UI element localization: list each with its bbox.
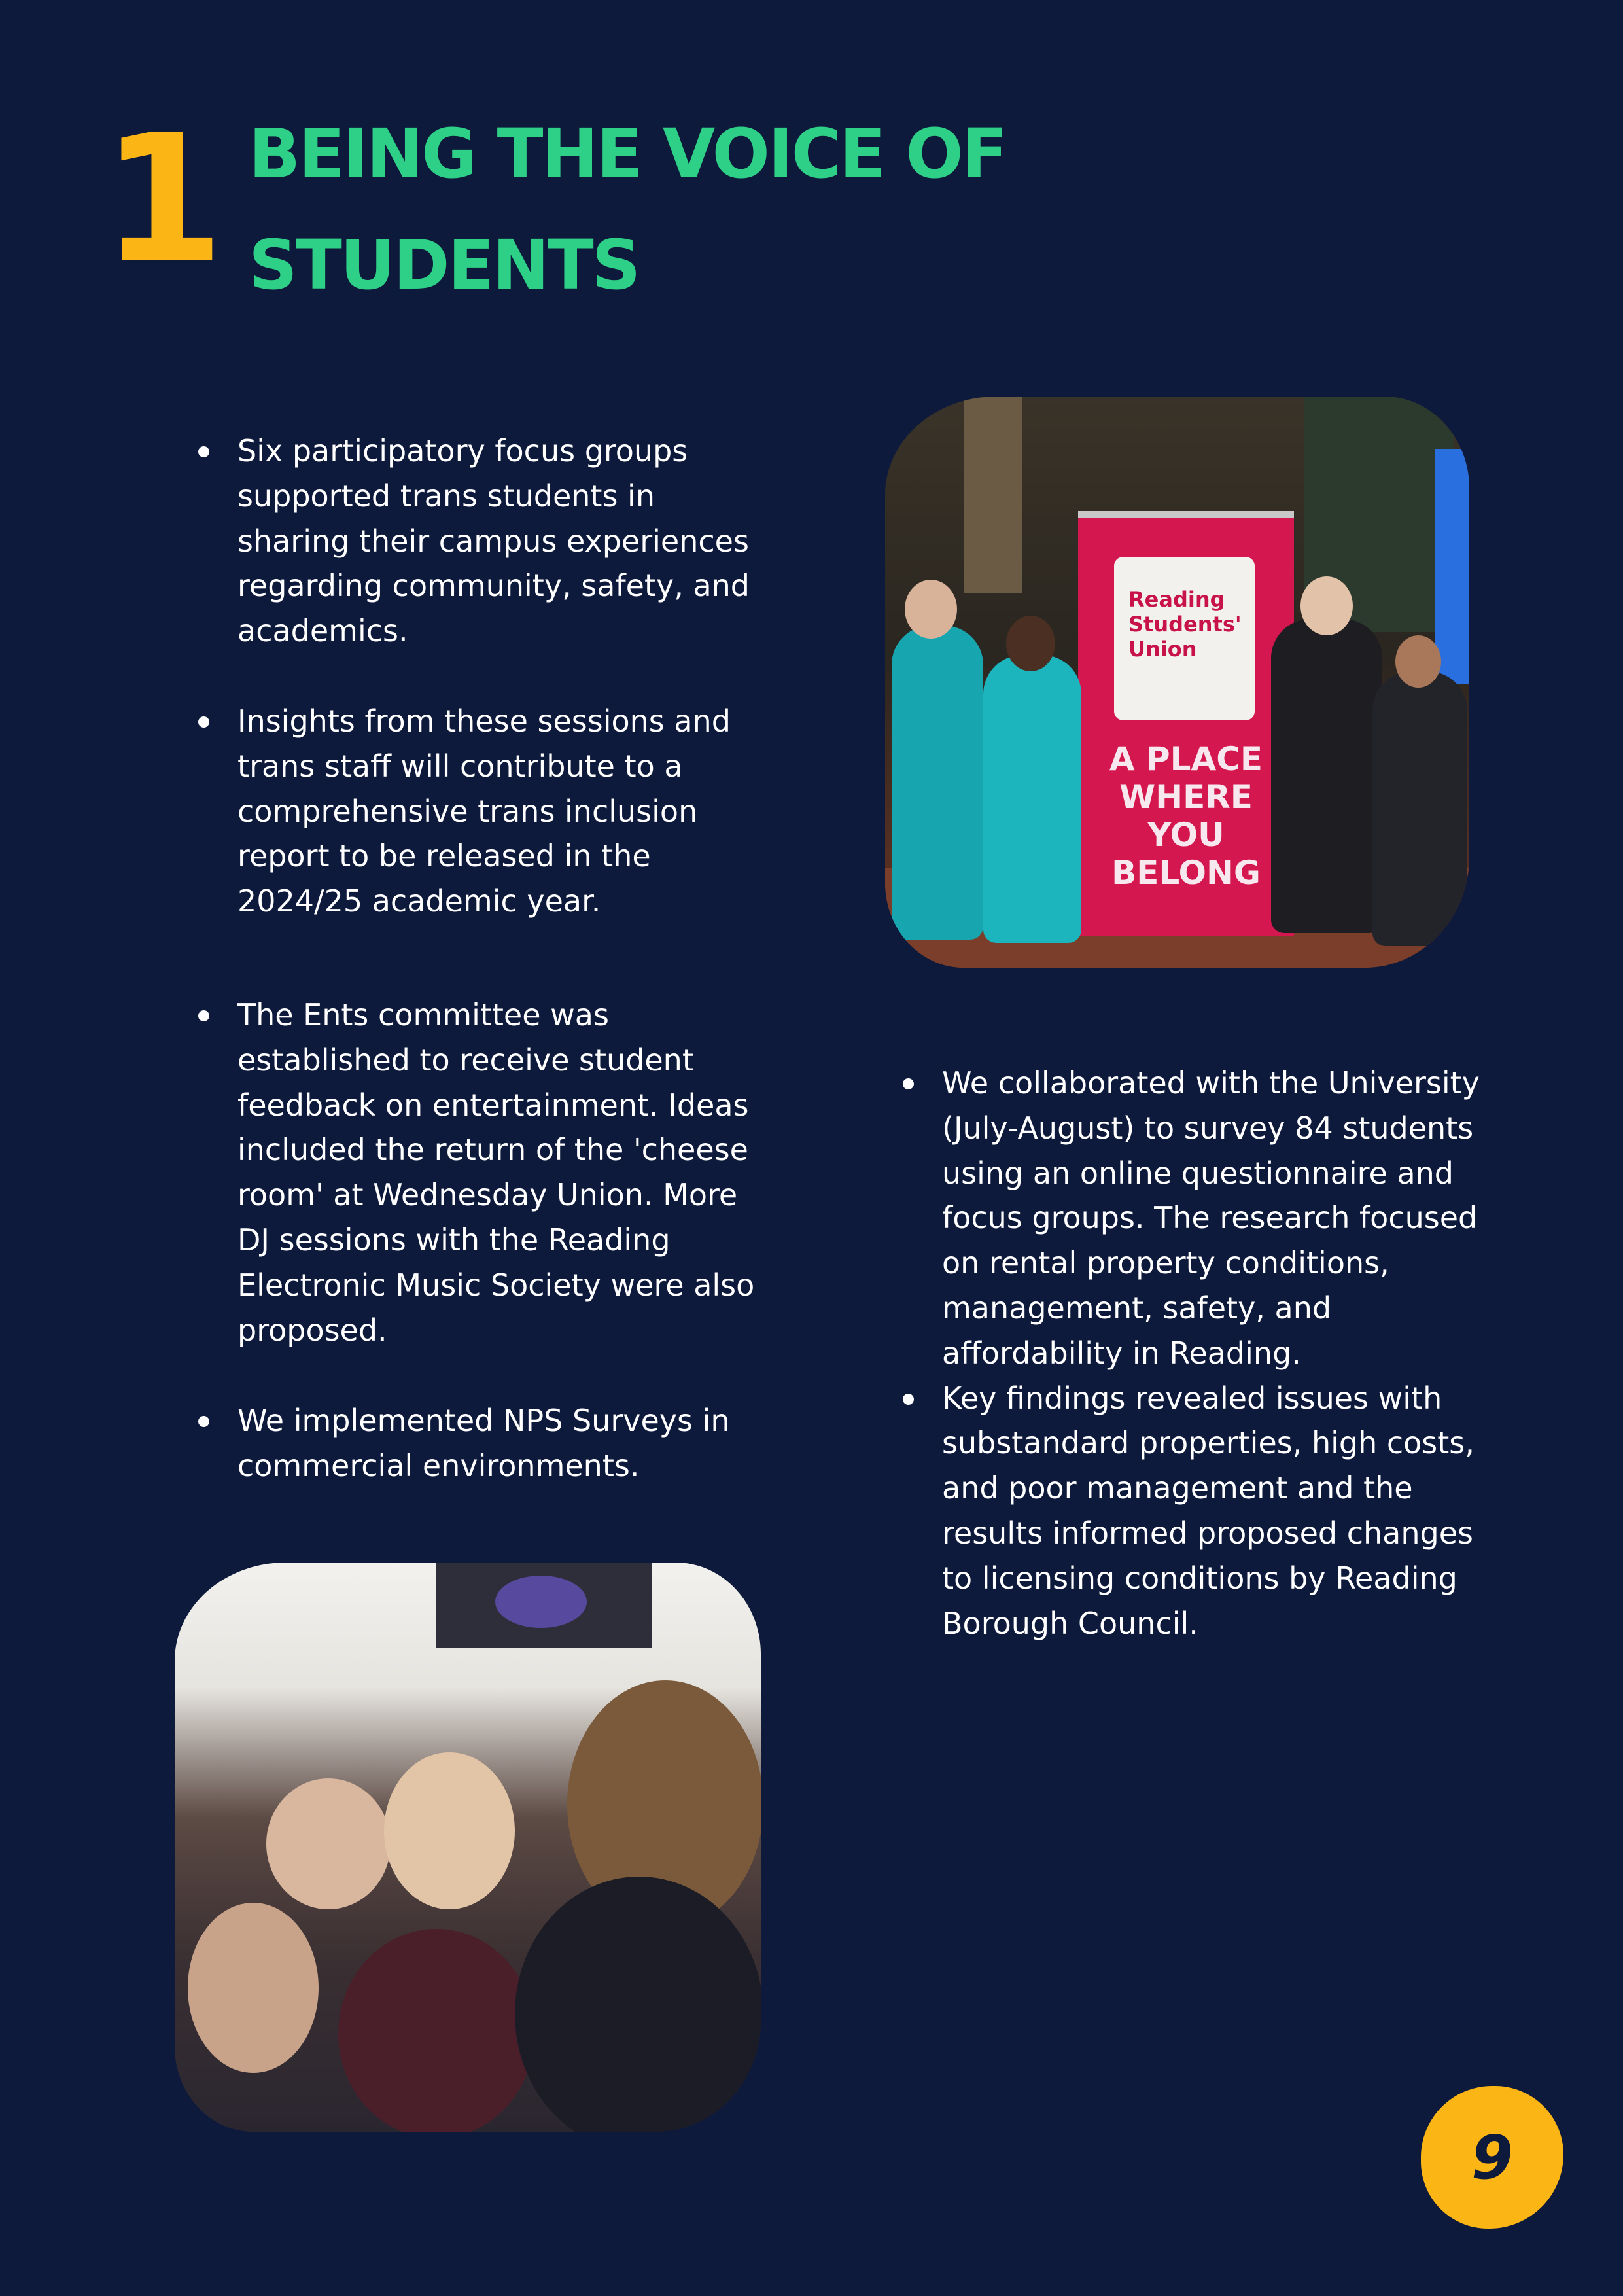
left-column-3: [198, 993, 761, 1352]
church-pillar: [964, 397, 1022, 593]
union-logo-text: Reading Students' Union: [1128, 587, 1242, 662]
banner-slogan: A PLACE WHERE YOU BELONG: [1109, 740, 1263, 892]
union-banner: [1078, 511, 1294, 936]
section-title: BEING THE VOICE OF STUDENTS: [249, 114, 1006, 305]
page-number-badge: 9: [1421, 2086, 1563, 2229]
person-head-1: [905, 580, 957, 639]
person-teal-hoodie-1: [892, 626, 983, 940]
blue-light: [1435, 449, 1469, 684]
crowd-person-2: [384, 1752, 515, 1909]
crowd-person-4: [338, 1929, 534, 2132]
bullet-housing-survey: We collaborated with the University (July-August) to survey 84 students using an online questionnaire and focus groups. The research focused on rental property conditions, management, safety, and affordability in Reading.: [903, 1061, 1492, 1376]
bullet-trans-focus-groups: Six participatory focus groups supported trans students in sharing their campus experiences regarding community, safety, and academics.: [198, 429, 761, 654]
left-column-4: [198, 1398, 761, 1489]
crowd-person-1: [266, 1778, 391, 1909]
bullet-key-findings: Key findings revealed issues with substandard properties, high costs, and poor management and the results informed proposed changes to licensing conditions by Reading Borough Council.: [903, 1376, 1492, 1646]
section-number: 1: [101, 96, 220, 302]
left-column: [198, 429, 761, 654]
left-column-2: [198, 699, 761, 924]
person-head-2: [1006, 616, 1055, 671]
person-head-3: [1300, 576, 1353, 635]
bullet-trans-inclusion-report: Insights from these sessions and trans staff will contribute to a comprehensive trans inclusion report to be released in the 2024/25 academic year.: [198, 699, 761, 924]
photo-students-with-banner: [885, 397, 1469, 968]
bullet-ents-committee: The Ents committee was established to receive student feedback on entertainment. Ideas included the return of the 'cheese room' at Wednesday Union. More DJ sessions with the Reading Electronic Music Society were also proposed.: [198, 993, 761, 1352]
person-black-jacket-1: [1271, 619, 1382, 933]
photo-crowd-clapping: [175, 1563, 761, 2132]
screen-glow: [495, 1576, 587, 1628]
person-head-4: [1395, 635, 1441, 688]
person-black-jacket-2: [1372, 671, 1467, 946]
crowd-person-6: [188, 1903, 319, 2073]
union-logo: [1114, 557, 1255, 720]
person-teal-hoodie-2: [983, 655, 1081, 943]
tv-screen: [436, 1563, 652, 1648]
right-column: [903, 1061, 1492, 1646]
crowd-person-5: [515, 1877, 761, 2132]
bullet-nps-surveys: We implemented NPS Surveys in commercial environments.: [198, 1398, 761, 1489]
